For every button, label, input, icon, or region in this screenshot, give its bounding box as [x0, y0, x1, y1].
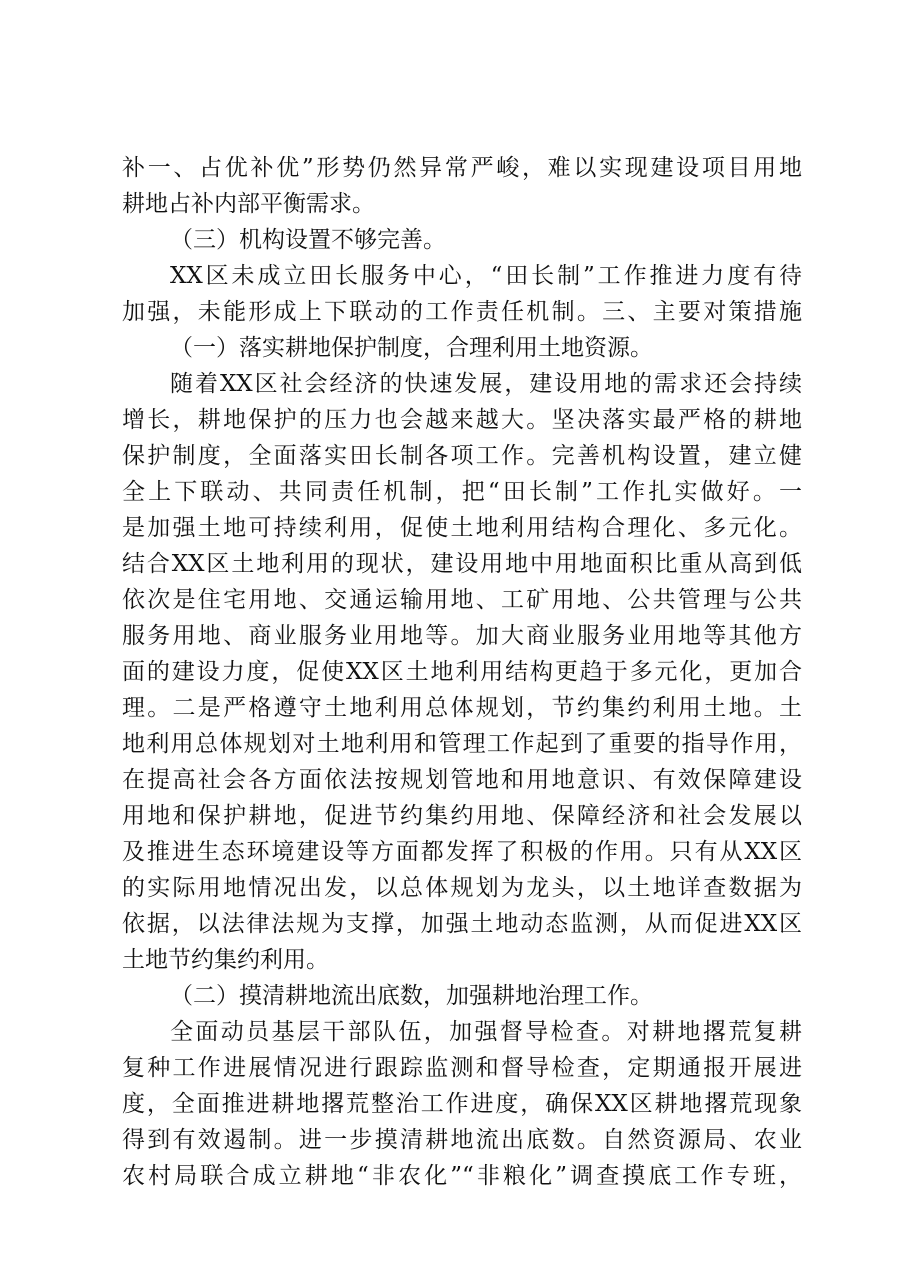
text-line: 的实际用地情况出发，以总体规划为龙头，以土地详查数据为: [122, 875, 802, 901]
text-line: 农村局联合成立耕地“非农化”“非粮化”调查摸底工作专班，: [122, 1163, 802, 1189]
text-line: 度，全面推进耕地撂荒整治工作进度，确保XX区耕地撂荒现象: [122, 1091, 802, 1117]
text-line: 依据，以法律法规为支撑，加强土地动态监测，从而促进XX区: [122, 911, 802, 937]
text-line: 理。二是严格遵守土地利用总体规划，节约集约利用土地。土: [122, 695, 802, 721]
text-line: 加强，未能形成上下联动的工作责任机制。三、主要对策措施: [122, 299, 802, 325]
section-heading: （一）落实耕地保护制度，合理利用土地资源。: [170, 335, 653, 361]
text-line: 面的建设力度，促使XX区土地利用结构更趋于多元化，更加合: [122, 659, 802, 685]
text-line: 全上下联动、共同责任机制，把“田长制”工作扎实做好。一: [122, 479, 802, 505]
text-line: 依次是住宅用地、交通运输用地、工矿用地、公共管理与公共: [122, 587, 802, 613]
text-line: 土地节约集约利用。: [122, 947, 329, 973]
text-line: 全面动员基层干部队伍，加强督导检查。对耕地撂荒复耕: [170, 1019, 802, 1045]
section-heading: （三）机构设置不够完善。: [170, 227, 446, 253]
text-line: XX区未成立田长服务中心，“田长制”工作推进力度有待: [170, 263, 802, 289]
text-line: 耕地占补内部平衡需求。: [122, 191, 375, 217]
text-line: 服务用地、商业服务业用地等。加大商业服务业用地等其他方: [122, 623, 802, 649]
text-line: 地利用总体规划对土地利用和管理工作起到了重要的指导作用，: [122, 731, 802, 757]
text-line: 随着XX区社会经济的快速发展，建设用地的需求还会持续: [170, 371, 802, 397]
text-line: 结合XX区土地利用的现状，建设用地中用地面积比重从高到低: [122, 551, 802, 577]
text-line: 在提高社会各方面依法按规划管地和用地意识、有效保障建设: [122, 767, 802, 793]
section-heading: （二）摸清耕地流出底数，加强耕地治理工作。: [170, 983, 653, 1009]
text-line: 是加强土地可持续利用，促使土地利用结构合理化、多元化。: [122, 515, 802, 541]
text-line: 及推进生态环境建设等方面都发挥了积极的作用。只有从XX区: [122, 839, 802, 865]
text-line: 复种工作进展情况进行跟踪监测和督导检查，定期通报开展进: [122, 1055, 802, 1081]
text-line: 增长，耕地保护的压力也会越来越大。坚决落实最严格的耕地: [122, 407, 802, 433]
text-line: 保护制度，全面落实田长制各项工作。完善机构设置，建立健: [122, 443, 802, 469]
text-line: 补一、占优补优”形势仍然异常严峻，难以实现建设项目用地: [122, 155, 802, 181]
text-line: 得到有效遏制。进一步摸清耕地流出底数。自然资源局、农业: [122, 1127, 802, 1153]
text-line: 用地和保护耕地，促进节约集约用地、保障经济和社会发展以: [122, 803, 802, 829]
